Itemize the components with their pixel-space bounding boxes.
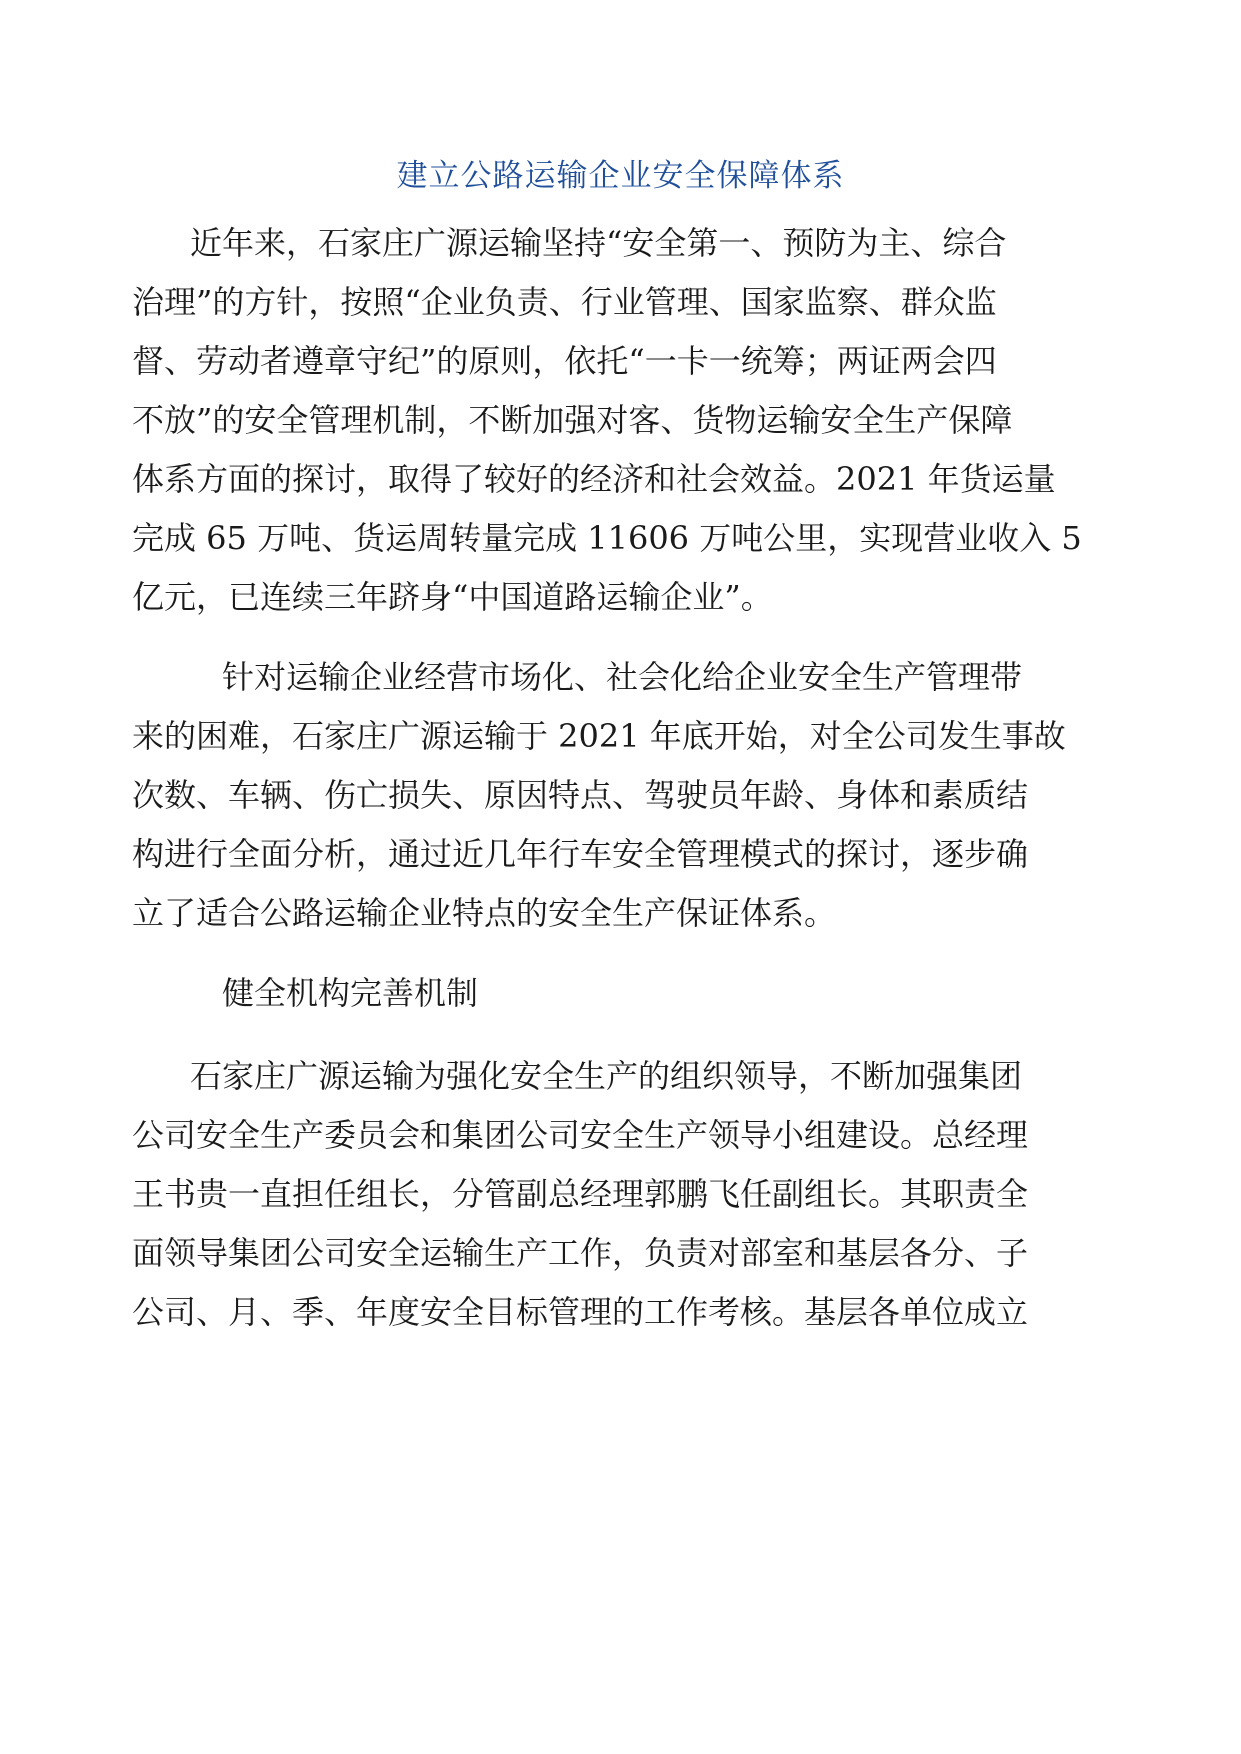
paragraph-3-line: 面领导集团公司安全运输生产工作，负责对部室和基层各分、子 — [132, 1234, 1029, 1272]
paragraph-2-line: 构进行全面分析，通过近几年行车安全管理模式的探讨，逐步确 — [132, 835, 1029, 873]
paragraph-2-line: 来的困难，石家庄广源运输于 2021 年底开始，对全公司发生事故 — [132, 717, 1066, 755]
paragraph-1-line: 治理”的方针，按照“企业负责、行业管理、国家监察、群众监 — [132, 283, 997, 321]
document-title: 建立公路运输企业安全保障体系 — [396, 158, 845, 194]
paragraph-1-line: 体系方面的探讨，取得了较好的经济和社会效益。2021 年货运量 — [132, 460, 1056, 498]
section-heading: 健全机构完善机制 — [222, 974, 479, 1012]
paragraph-1-line: 亿元，已连续三年跻身“中国道路运输企业”。 — [132, 578, 773, 616]
paragraph-1-line: 不放”的安全管理机制，不断加强对客、货物运输安全生产保障 — [132, 401, 1013, 439]
paragraph-3-line: 石家庄广源运输为强化安全生产的组织领导，不断加强集团 — [190, 1057, 1023, 1095]
paragraph-2-line: 次数、车辆、伤亡损失、原因特点、驾驶员年龄、身体和素质结 — [132, 776, 1029, 814]
paragraph-1-line: 督、劳动者遵章守纪”的原则，依托“一卡一统筹；两证两会四 — [132, 342, 997, 380]
paragraph-3-line: 公司安全生产委员会和集团公司安全生产领导小组建设。总经理 — [132, 1116, 1029, 1154]
paragraph-3-line: 公司、月、季、年度安全目标管理的工作考核。基层各单位成立 — [132, 1293, 1029, 1331]
paragraph-3-line: 王书贵一直担任组长，分管副总经理郭鹏飞任副组长。其职责全 — [132, 1175, 1029, 1213]
paragraph-2-line: 针对运输企业经营市场化、社会化给企业安全生产管理带 — [222, 658, 1023, 696]
paragraph-2-line: 立了适合公路运输企业特点的安全生产保证体系。 — [132, 894, 837, 932]
paragraph-1-line: 近年来，石家庄广源运输坚持“安全第一、预防为主、综合 — [190, 224, 1007, 262]
paragraph-1-line: 完成 65 万吨、货运周转量完成 11606 万吨公里，实现营业收入 5 — [132, 519, 1082, 557]
